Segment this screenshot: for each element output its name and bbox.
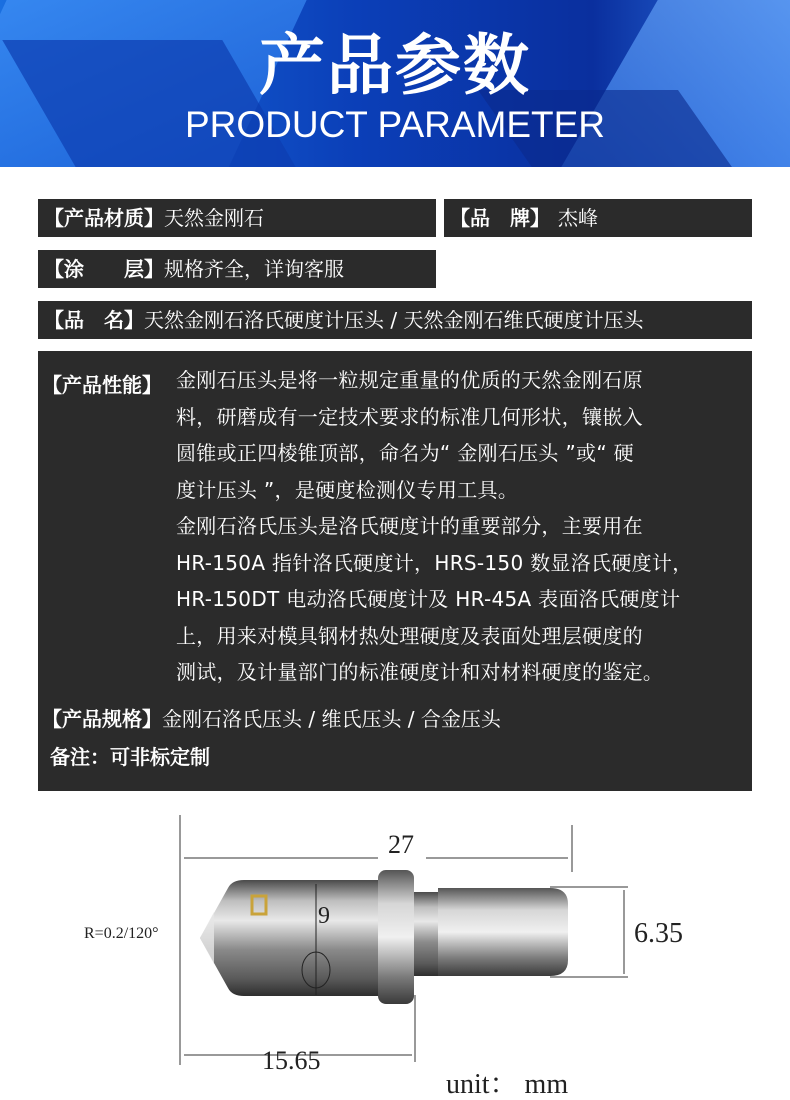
param-coating-value: 规格齐全，详询客服 [164,257,344,281]
header-banner [0,0,790,167]
banner-title: 产品参数 [259,27,531,104]
indenter-collar [378,870,414,1004]
performance-line: HR-150A 指针洛氏硬度计，HRS-150 数显洛氏硬度计， [176,550,693,575]
product-figure [0,800,790,1100]
diamond-tip [200,912,214,964]
param-brand-key: 【品 牌】 [450,206,550,230]
performance-line: 上，用来对模具钢材热处理硬度及表面处理层硬度的 [176,623,643,648]
performance-line: 料，研磨成有一定技术要求的标准几何形状，镶嵌入 [176,404,643,429]
performance-text [176,362,750,691]
performance-line: 度计压头 ”，是硬度检测仪专用工具。 [176,477,519,502]
note: 备注：可非标定制 [50,745,210,769]
performance-line: 金刚石压头是将一粒规定重量的优质的天然金刚石原 [176,368,643,392]
spec-key: 【产品规格】 [42,707,162,731]
radius-label: R=0.2/120° [84,925,159,942]
param-coating-key: 【涂 层】 [44,257,164,281]
spec-value: 金刚石洛氏压头 / 维氏压头 / 合金压头 [162,707,501,731]
param-coating [38,250,436,288]
param-material [38,199,436,237]
dim-length-label: 27 [388,830,414,859]
performance-key: 【产品性能】 [42,373,162,397]
performance-line: 圆锥或正四棱锥顶部，命名为“ 金刚石压头 ”或“ 硬 [176,441,634,465]
param-name-key: 【品 名】 [44,308,144,332]
performance-line: 测试，及计量部门的标准硬度计和对材料硬度的鉴定。 [176,660,664,684]
dim-diameter-label: 6.35 [634,918,683,949]
param-name-value: 天然金刚石洛氏硬度计压头 / 天然金刚石维氏硬度计压头 [144,308,644,332]
param-name [38,301,752,339]
details-panel [38,351,752,791]
dim-head-label: 15.65 [262,1046,321,1075]
param-brand [444,199,752,237]
engraving-label: 9 [318,903,330,929]
unit-label: unit： mm [446,1069,569,1100]
performance-line: 金刚石洛氏压头是洛氏硬度计的重要部分，主要用在 [176,514,643,538]
param-brand-value: 杰峰 [558,206,598,230]
banner-subtitle: PRODUCT PARAMETER [184,104,606,145]
param-material-value: 天然金刚石 [164,206,264,230]
indenter-neck [414,892,438,976]
param-material-key: 【产品材质】 [44,206,164,230]
performance-line: HR-150DT 电动洛氏硬度计及 HR-45A 表面洛氏硬度计 [176,587,681,611]
indenter-shank [438,888,568,976]
indenter-body [200,880,378,996]
spec-row [42,703,501,732]
